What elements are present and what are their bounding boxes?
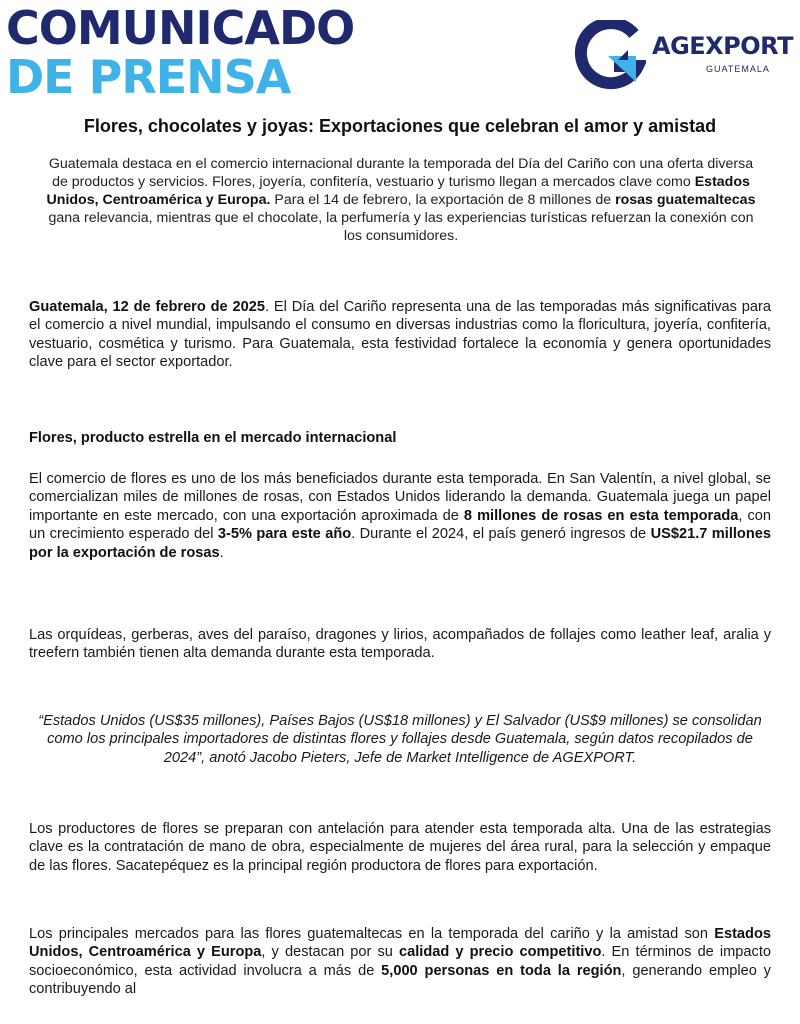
press-title-line1: COMUNICADO	[6, 1, 355, 55]
section-subhead: Flores, producto estrella en el mercado internacional	[29, 430, 397, 446]
logo-name: AGEXPORT	[652, 32, 793, 60]
lead-bold-markets: Estados Unidos, Centroamérica y Europa.	[46, 174, 750, 208]
paragraph-intro	[29, 298, 771, 372]
logo-subtitle: GUATEMALA	[706, 64, 770, 74]
press-title-line2: DE PRENSA	[6, 50, 291, 104]
headline: Flores, chocolates y joyas: Exportaciones que celebran el amor y amistad	[83, 116, 717, 136]
paragraph-producers: Los productores de flores se preparan con antelación para atender esta temporada alta. Una de las estrategias clave es la contratación de mano de obra, especialmente de mujeres del área rural, para la selección y empaque de las flores. Sacatepéquez es la principal región productora de flores para exportación.	[29, 821, 771, 874]
paragraph-markets	[29, 925, 771, 999]
paragraph-flowers	[29, 470, 771, 562]
press-header	[0, 0, 800, 102]
markets-text-4: , generando empleo y contribuyendo al	[29, 962, 771, 998]
flowers-bold-3: US$21.7 millones por la exportación de rosas	[29, 526, 771, 561]
markets-text-2: , y destacan por su	[261, 944, 399, 961]
lead-paragraph	[40, 155, 762, 245]
agexport-logo	[566, 20, 796, 95]
quote-block: “Estados Unidos (US$35 millones), Países Bajos (US$18 millones) y El Salvador (US$9 millones) se consolidan como los principales importadores de distintas flores y follajes desde Guatemala, según datos recopilados de 2024”, anotó Jacobo Pieters, Jefe de Market Intelligence de AGEXPORT.	[38, 713, 762, 766]
flowers-text-4: .	[219, 544, 224, 561]
lead-text-1: Guatemala destaca en el comercio internacional durante la temporada del Día del Cariño con una oferta diversa de productos y servicios. Flores, joyería, confitería, vestuario y turismo llegan a mercados clave como	[48, 156, 754, 190]
markets-text-3: . En términos de impacto socioeconómico, esta actividad involucra a más de	[29, 944, 772, 979]
dateline: Guatemala, 12 de febrero de 2025	[29, 299, 265, 315]
flowers-bold-2: 3-5% para este año	[217, 526, 352, 543]
flowers-bold-1: 8 millones de rosas en esta temporada	[463, 507, 739, 524]
lead-bold-roses: rosas guatemaltecas	[615, 192, 756, 208]
flowers-text-3: . Durante el 2024, el país generó ingresos de	[351, 526, 651, 543]
lead-text-3: gana relevancia, mientras que el chocolate, la perfumería y las experiencias turísticas refuerzan la conexión con los consumidores.	[48, 210, 754, 244]
markets-bold-3: 5,000 personas en toda la región	[381, 962, 622, 979]
paragraph-intro-text: . El Día del Cariño representa una de las temporadas más significativas para el comercio a nivel mundial, impulsando el consumo en diversas industrias como la floricultura, joyería, confitería, vestuario, cosmética y turismo. Para Guatemala, esta festividad fortalece la economía y genera oportunidades clave para el sector exportador.	[29, 299, 771, 371]
markets-bold-2: calidad y precio competitivo	[399, 944, 602, 961]
markets-bold-1: Estados Unidos, Centroamérica y Europa	[29, 926, 771, 961]
flowers-text-1: El comercio de flores es uno de los más beneficiados durante esta temporada. En San Valentín, a nivel global, se comercializan miles de millones de rosas, con Estados Unidos liderando la demanda. Guatemala juega un papel importante en este mercado, con una exportación aproximada de	[29, 471, 771, 524]
agexport-logo-icon	[566, 20, 646, 95]
lead-text-2: Para el 14 de febrero, la exportación de 8 millones de	[270, 192, 616, 208]
paragraph-orchids: Las orquídeas, gerberas, aves del paraíso, dragones y lirios, acompañados de follajes como leather leaf, aralia y treefern también tienen alta demanda durante esta temporada.	[29, 627, 771, 662]
flowers-text-2: , con un crecimiento esperado del	[29, 507, 772, 543]
markets-text-1: Los principales mercados para las flores guatemaltecas en la temporada del cariño y la amistad son	[29, 926, 715, 942]
